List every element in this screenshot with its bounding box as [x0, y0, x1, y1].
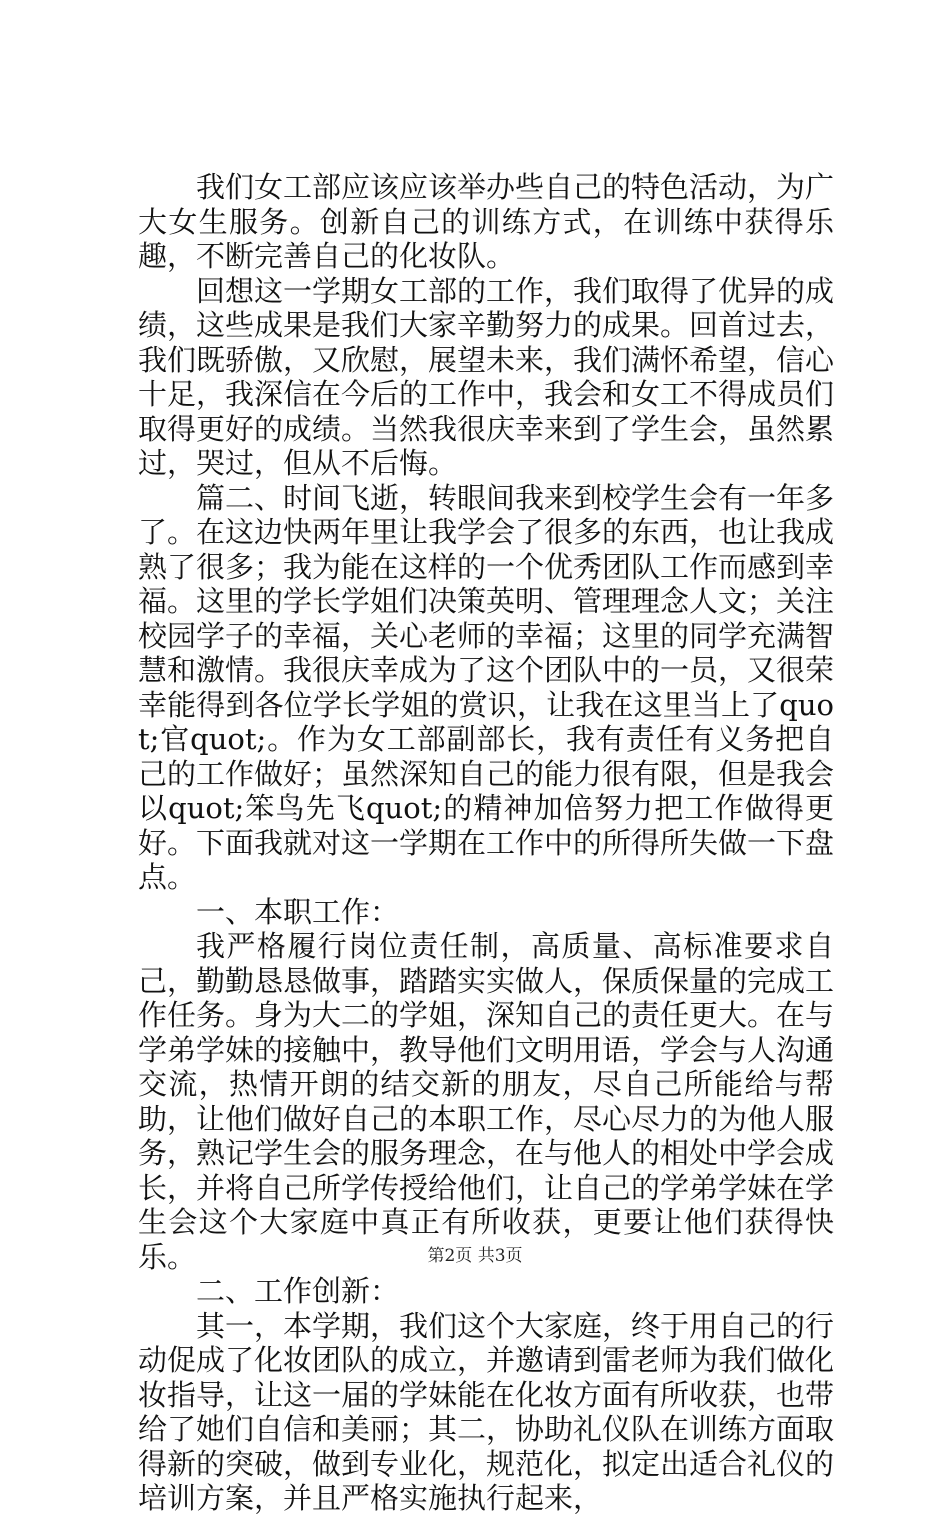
paragraph-5: 其一，本学期，我们这个大家庭，终于用自己的行动促成了化妆团队的成立，并邀请到雷老师为我们做化妆指导，让这一届的学妹能在化妆方面有所收获，也带给了她们自信和美丽；其二，协助礼仪队在训练方面取得新的突破，做到专业化，规范化，拟定出适合礼仪的培训方案，并且严格实施执行起来， — [138, 1308, 835, 1515]
section-heading-duties: 一、本职工作： — [196, 894, 400, 929]
section-heading-innovation: 二、工作创新： — [196, 1274, 400, 1308]
paragraph-2: 回想这一学期女工部的工作，我们取得了优异的成绩，这些成果是我们大家辛勤努力的成果。回首过去，我们既骄傲，又欣慰，展望未来，我们满怀希望，信心十足，我深信在今后的工作中，我会和女工不得成员们取得更好的成绩。当然我很庆幸来到了学生会，虽然累过，哭过，但从不后悔。 — [138, 273, 835, 480]
document-body — [138, 170, 834, 1516]
paragraph-4: 我严格履行岗位责任制，高质量、高标准要求自己，勤勤恳恳做事，踏踏实实做人，保质保量的完成工作任务。身为大二的学姐，深知自己的责任更大。在与学弟学妹的接触中，教导他们文明用语，学会与人沟通交流，热情开朗的结交新的朋友，尽自己所能给与帮助，让他们做好自己的本职工作，尽心尽力的为他人服务，熟记学生会的服务理念，在与他人的相处中学会成长，并将自己所学传授给他们，让自己的学弟学妹在学生会这个大家庭中真正有所收获，更要让他们获得快乐。 — [138, 929, 835, 1274]
paragraph-3: 篇二、时间飞逝，转眼间我来到校学生会有一年多了。在这边快两年里让我学会了很多的东西，也让我成熟了很多；我为能在这样的一个优秀团队工作而感到幸福。这里的学长学姐们决策英明、管理理念人文；关注校园学子的幸福，关心老师的幸福；这里的同学充满智慧和激情。我很庆幸成为了这个团队中的一员，又很荣幸能得到各位学长学姐的赏识，让我在这里当上了quot;官quot;。作为女工部副部长，我有责任有义务把自己的工作做好；虽然深知自己的能力很有限，但是我会以quot;笨鸟先飞quot;的精神加倍努力把工作做得更好。下面我就对这一学期在工作中的所得所失做一下盘点。 — [138, 480, 835, 894]
paragraph-1: 我们女工部应该应该举办些自己的特色活动，为广大女生服务。创新自己的训练方式，在训练中获得乐趣，不断完善自己的化妆队。 — [138, 170, 835, 273]
page-number-footer: 第2页 共3页 — [427, 1246, 523, 1266]
